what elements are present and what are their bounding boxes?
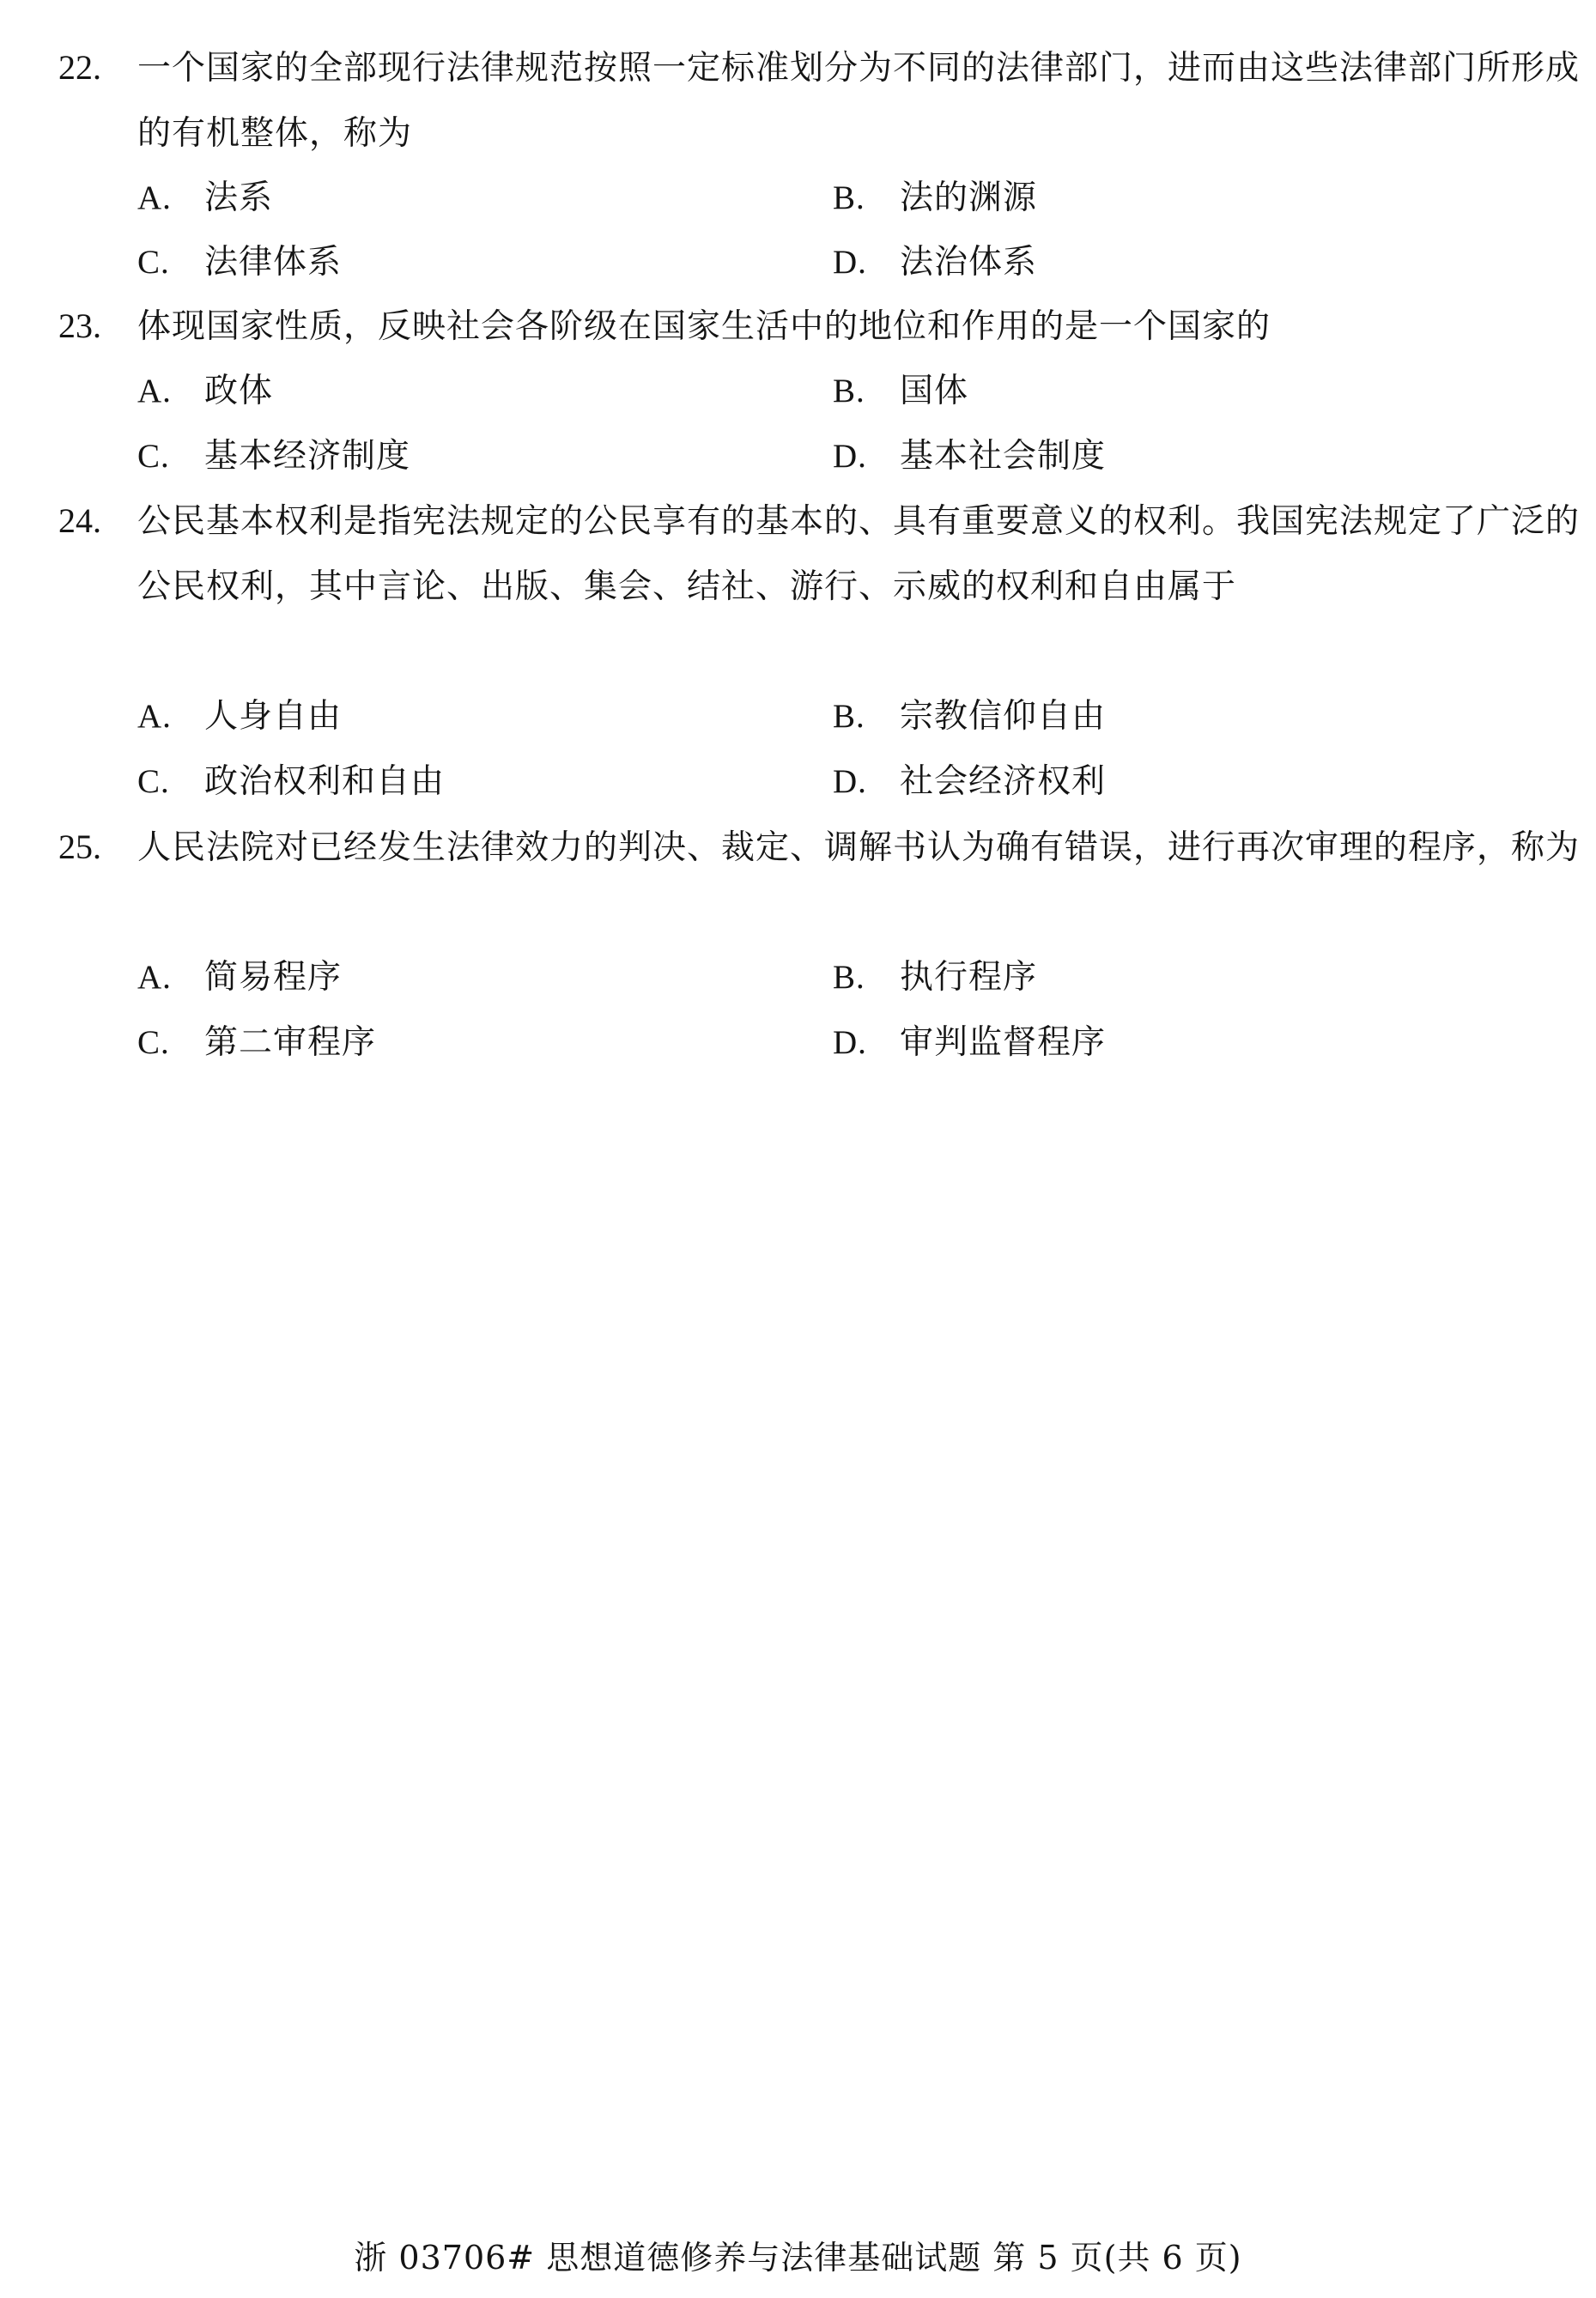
option-text: 第二审程序 [204,1023,377,1062]
option-text: 执行程序 [900,958,1038,997]
option-text: 法律体系 [204,243,343,282]
option-text: 国体 [900,372,969,410]
option-b [833,946,1037,1010]
option-d [833,1011,1106,1075]
question-stem: 体现国家性质，反映社会各阶级在国家生活中的地位和作用的是一个国家的 [137,307,1271,346]
option-letter: C. [137,244,170,281]
option-text: 法的渊源 [900,179,1038,217]
option-text: 法治体系 [900,243,1038,282]
option-text: 人身自由 [204,697,343,736]
option-a [137,946,342,1010]
option-a [137,360,273,423]
option-letter: B. [833,698,865,735]
option-c [137,425,410,488]
question-stem: 公民基本权利是指宪法规定的公民享有的基本的、具有重要意义的权利。我国宪法规定了广泛的公民权利，其中言论、出版、集会、结社、游行、示威的权利和自由属于 [137,502,1581,606]
option-c [137,1011,376,1075]
question-stem: 人民法院对已经发生法律效力的判决、裁定、调解书认为确有错误，进行再次审理的程序，称为 [137,828,1581,867]
option-letter: D. [833,1024,867,1061]
option-text: 基本社会制度 [900,437,1107,476]
option-c [137,750,445,814]
option-letter: A. [137,959,172,996]
option-letter: B. [833,959,865,996]
question-stem: 一个国家的全部现行法律规范按照一定标准划分为不同的法律部门，进而由这些法律部门所形成的有机整体，称为 [137,49,1581,153]
question-number: 23. [58,306,101,345]
question-number: 22. [58,48,101,87]
option-text: 宗教信仰自由 [900,697,1107,736]
option-letter: A. [137,179,172,216]
option-letter: A. [137,698,172,735]
option-text: 政治权利和自由 [204,762,446,801]
option-d [833,750,1106,814]
option-letter: D. [833,763,867,800]
option-a [137,685,342,749]
option-d [833,231,1037,294]
question-number: 25. [58,828,101,866]
option-b [833,685,1106,749]
option-letter: C. [137,1024,170,1061]
option-text: 法系 [204,179,274,217]
option-letter: C. [137,438,170,475]
option-letter: D. [833,244,867,281]
option-text: 审判监督程序 [900,1023,1107,1062]
option-letter: C. [137,763,170,800]
option-a [137,167,273,230]
option-c [137,231,342,294]
option-d [833,425,1106,488]
option-text: 简易程序 [204,958,343,997]
page-footer: 浙 03706# 思想道德修养与法律基础试题 第 5 页(共 6 页) [354,2239,1242,2277]
option-b [833,167,1037,230]
question-number: 24. [58,501,101,540]
option-letter: B. [833,179,865,216]
option-letter: B. [833,373,865,409]
option-b [833,360,968,423]
option-letter: A. [137,373,172,409]
option-text: 基本经济制度 [204,437,411,476]
option-text: 社会经济权利 [900,762,1107,801]
option-text: 政体 [204,372,274,410]
option-letter: D. [833,438,867,475]
